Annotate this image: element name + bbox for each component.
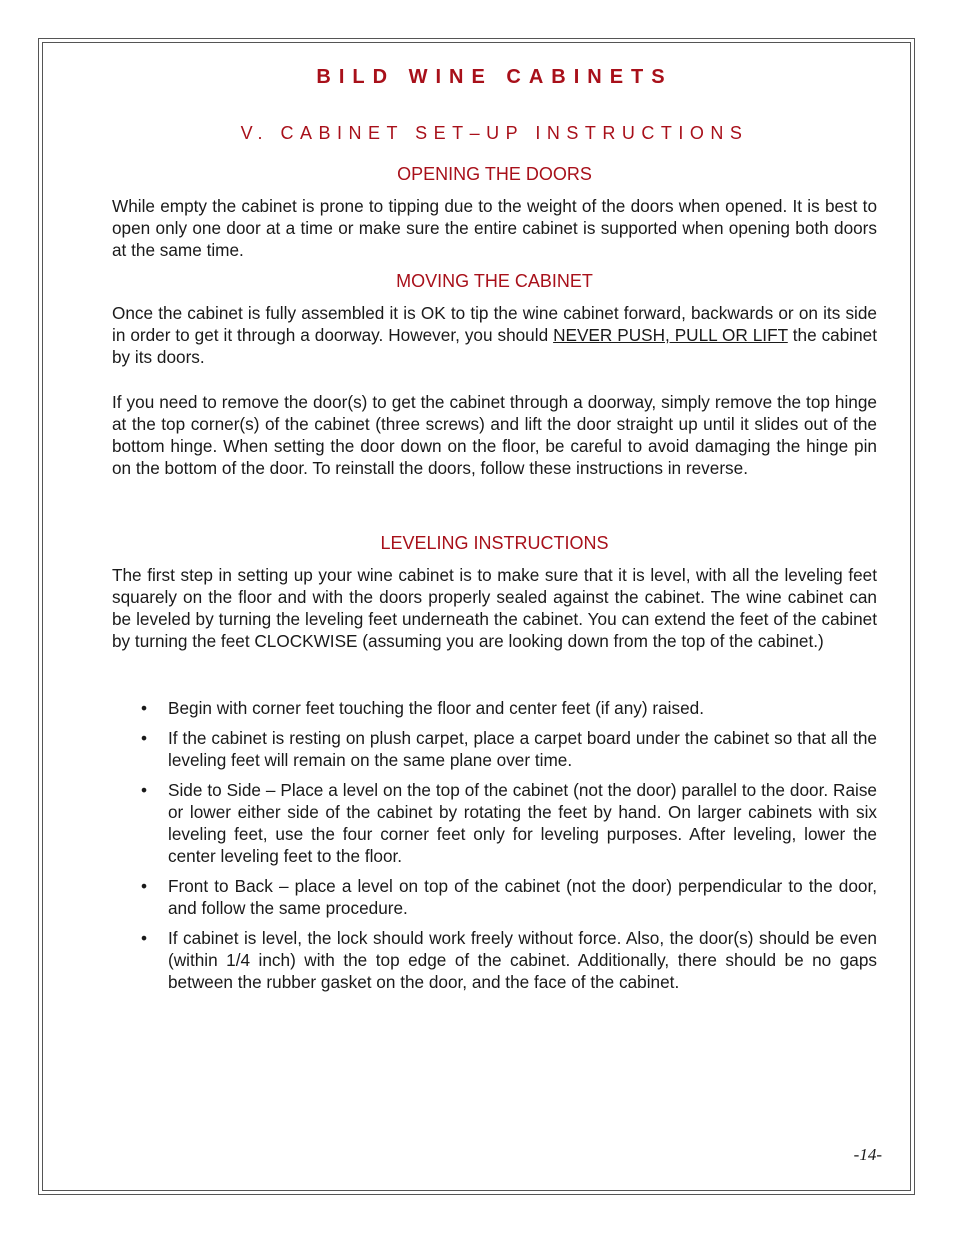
section-title: V. CABINET SET–UP INSTRUCTIONS — [240, 123, 749, 143]
page-number: -14- — [853, 1145, 882, 1164]
bullet-icon: • — [141, 876, 148, 896]
bullet-text: If cabinet is level, the lock should work freely without force. Also, the door(s) should be even (within 1/4 inch) with the top edge of the cabinet. Additionally, there should be no gaps between the rubber gasket on the door, and the face of the cabinet. — [168, 928, 877, 992]
bullet-icon: • — [141, 780, 148, 800]
heading-opening-doors: OPENING THE DOORS — [397, 164, 592, 184]
bullet-icon: • — [141, 928, 148, 948]
bullet-icon: • — [141, 698, 148, 718]
moving-warning-emphasis: NEVER PUSH, PULL OR LIFT — [553, 325, 788, 345]
bullet-text: Front to Back – place a level on top of the cabinet (not the door) perpendicular to the door, and follow the same procedure. — [168, 876, 877, 918]
list-item — [112, 875, 877, 919]
brand-title: BILD WINE CABINETS — [316, 66, 673, 88]
moving-text-after: the cabinet by its doors. — [112, 325, 877, 367]
bullet-text: Begin with corner feet touching the floor and center feet (if any) raised. — [168, 698, 704, 718]
paragraph-remove-doors: If you need to remove the door(s) to get the cabinet through a doorway, simply remove the top hinge at the top corner(s) of the cabinet (three screws) and lift the door straight up until it slides out of the bottom hinge. When setting the door down on the floor, be careful to avoid damaging the hinge pin on the bottom of the door. To reinstall the doors, follow these instructions in reverse. — [112, 392, 877, 478]
list-item — [112, 927, 877, 993]
list-item — [112, 727, 877, 771]
paragraph-moving-cabinet — [112, 302, 877, 368]
bullet-text: Side to Side – Place a level on the top of the cabinet (not the door) parallel to the door. Raise or lower either side of the cabinet by rotating the feet by hand. On larger cabinets with six leveling feet, use the four corner feet only for leveling purposes. After leveling, lower the center leveling feet to the floor. — [168, 780, 877, 866]
heading-leveling: LEVELING INSTRUCTIONS — [380, 533, 609, 553]
heading-moving-cabinet: MOVING THE CABINET — [396, 271, 593, 291]
moving-text-before: Once the cabinet is fully assembled it is OK to tip the wine cabinet forward, backwards or on its side in order to get it through a doorway. However, you should — [112, 303, 877, 345]
bullet-icon: • — [141, 728, 148, 748]
leveling-bullet-list — [112, 697, 877, 1001]
list-item — [112, 779, 877, 867]
paragraph-leveling: The first step in setting up your wine cabinet is to make sure that it is level, with all the leveling feet squarely on the floor and with the doors properly sealed against the cabinet. The wine cabinet can be leveled by turning the leveling feet underneath the cabinet. You can extend the feet of the cabinet by turning the feet CLOCKWISE (assuming you are looking down from the top of the cabinet.) — [112, 565, 877, 651]
list-item — [112, 697, 877, 719]
paragraph-opening-doors: While empty the cabinet is prone to tipping due to the weight of the doors when opened. It is best to open only one door at a time or make sure the entire cabinet is supported when opening both doors at the same time. — [112, 196, 877, 260]
bullet-text: If the cabinet is resting on plush carpet, place a carpet board under the cabinet so that all the leveling feet will remain on the same plane over time. — [168, 728, 877, 770]
